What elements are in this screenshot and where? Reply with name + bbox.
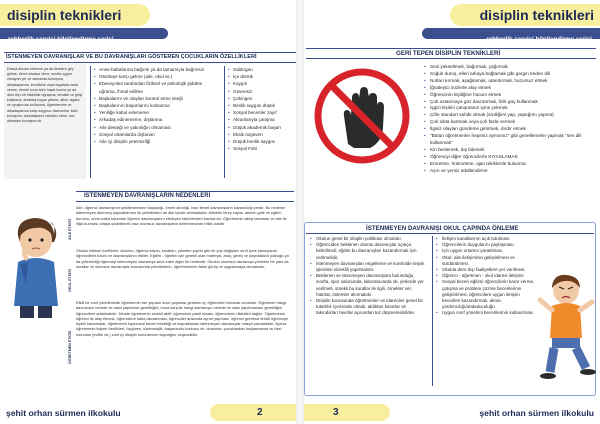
school-effect-label: OKUL ETKİSİ (68, 269, 72, 292)
list-item: • Soğuk duruş, elleri arkaya bağlamak gibi gergin beden dili (424, 71, 594, 78)
reason-school (76, 248, 290, 269)
backfiring-techniques-list (424, 64, 594, 175)
list-item: • İletişim kanallarının açık tutulması. (436, 236, 538, 242)
column-divider (90, 66, 91, 178)
list-item: • Disiplin konusunda öğretmenler ve idareciler genel bir tutarlılık içerisinde olmalı, aldıkları kararlar ve takındıkları tavırlar açısından tez düşmemelidirler. (310, 298, 428, 317)
right-page (300, 0, 600, 424)
section-heading-prevention: İSTENMEYEN DAVRANIŞI OKUL ÇAPINDA ÖNLEME (366, 225, 519, 232)
page-number: 3 (333, 407, 339, 418)
list-item: • Uygun sınıf yönetimi becerilerinin kullanılması (436, 310, 538, 316)
list-item: • Arkadaş edinememe, dışlanma (94, 116, 220, 123)
list-item: • Kin beslemek, dış bilemek (424, 147, 594, 154)
list-item: • Öğrenciden beklenen olumlu davranışlar açıkça belirtilmeli; eğitim bu davranışları kazandırmak için verilmelidir. (310, 242, 428, 261)
list-item: • Yeniliğe kabul edememe (94, 109, 220, 116)
right-page-title: disiplin teknikleri (479, 7, 594, 23)
list-item: • Sosyal beceri eğitimi öğrencilerin karar verme, çatışma ve problem çözme becerilerinin geliştirilmesi, öğrencilere uygun iletişim becerileri kazandırmak, akran yardımcılığı/arabuluculuğu (436, 279, 538, 310)
list-item: • "Bütün öğretmenler hepimiz aynısınız" gibi genellemeler yapmak "sen dili kullanmak" (424, 133, 594, 147)
list-item: • Okul- aile iletişiminin geliştirilmesi ve sürdürülmesi. (436, 255, 538, 267)
list-item: • Sosyal Fobi (228, 145, 298, 152)
list-item: • Çok ustanmaya göz davranmak, fizik güç kullanmak (424, 99, 594, 106)
angry-boy-illustration (536, 272, 598, 384)
right-page-subtitle: rehberlik servisi bilgilendirme serisi (486, 36, 592, 43)
list-item: • İçe dönük (228, 73, 298, 80)
reason-family-text: Aile, öğrenci davranışının şekillenmesine başladığı, örnek alındığı, bazı temel davranışların kazanıldığı yerdir. Bu nedenle istenmeyen davranış kaynaklarının ilk çekirdekleri de aile içinde atılmaktadır. Aliedeki birey sayısı, ailenin gelir ve eğitim durumu, anne-baba tutumları öğrenci davranışlarını etkileyen faktörlerden bazılarıdır. Öğretmenin aileyi tanıması ve aile ile ilişki kurması ortaya çıkabilecek bazı olumsuz davranışların önlenmesinde etkili olabilir. (76, 205, 287, 226)
list-item: • Kaygılı (228, 80, 298, 87)
list-item: • Beklenen ve istenmeyen davranışlara bulunduğu, sınıfta, spor salonunda, laboratuvarda vb. yerlerde yer verilmeli, sürekli bu kurallar ile ilgili, örnekler ver, hatırlat, önlemler alınmalıdır. (310, 273, 428, 298)
divider (76, 201, 294, 202)
prevention-list-a (310, 236, 428, 317)
list-item: • Benlik saygısı düşük (228, 102, 298, 109)
divider (306, 233, 594, 234)
divider (4, 52, 296, 53)
left-subtitle-bar (0, 28, 168, 43)
teacher-effect-label: ÖĞRETMEN ETKİSİ (68, 330, 72, 364)
reason-teacher-text: Etkili bir sınıf yönetiminde öğretmenin her yapılan önce yapması gereken iş; öğrencileri tanımak olmalıdır. Öğretmen hangi davranışın nerede ve nasıl yapılması gerektiğini, buna karşılık hangi davranışın nerede ve nasıl yapılmaması gerektiğini öğrencilere anlatmalıdır. Derste öğretmenin sürekli aktif, öğrencinin pasif olması, öğrencilerin dikkatini dağıtır. Öğretmenin öğrenci ile alay etmesi, öğrencilere kaba davranması, öğrenciler arasında ayrım yapması, öğrenci gereksiz tehdit öğrenciye tepkili kararmalar, öğretmenin toplumsal beceri eksikliği ve kaynaklanan istenmeyen davranışlar ortaya çıkmaktadır. Ayrıca öğretmenin kişisel özellikleri, özgüven, tükenmişlik, başarısızlık korkusu vb. durumlar, çocuklardan hoşlanmama ve özel sorunları (evlilik vb.) sınıf içi disiplin sorunlarının kaynağını oluşturabilir. (76, 300, 288, 337)
list-item: • Anne-babalarına bağımlı ya da tamamıyla bağımsız (94, 66, 220, 73)
prevention-list-b (436, 236, 538, 317)
right-title-banner (450, 4, 600, 26)
left-page-title: disiplin teknikleri (7, 7, 122, 23)
list-item: • Notları kırmak, aşağılamak, utandırmak, huzursuz etmek (424, 78, 594, 85)
right-footer-school: şehit orhan sürmen ilkokulu (479, 408, 594, 418)
reason-family (76, 205, 290, 226)
family-traits-list (94, 66, 220, 145)
list-item: • Çifte standart sahibi olmak (sizdiğimi yap, yaptığımı yapma) (424, 112, 594, 119)
divider (4, 62, 296, 63)
list-item: • Otoriteye karşı gelme (aile, okul vs.) (94, 73, 220, 80)
divider (306, 48, 596, 49)
list-item: • Eksik özgüven (228, 131, 298, 138)
stop-hand-icon (314, 68, 410, 164)
section-heading-techniques: GERİ TEPEN DİSİPLİN TEKNİKLERİ (396, 50, 501, 57)
list-item: • Emretme, hükmetme, ajan tekiklerde bulunma (424, 161, 594, 168)
section-heading-reasons: İSTENMEYEN DAVRANIŞLARIN NEDENLERİ (84, 193, 211, 199)
list-item: • Aile desteği ve yakınlığın olmaması (94, 124, 220, 131)
list-item: • Okulda ders dışı faaliyetlere yer verilmesi. (436, 267, 538, 273)
left-page-subtitle: rehberlik servisi bilgilendirme serisi (8, 36, 114, 43)
list-item: • Öğrenciyi diğer öğrencilerle KIYASLAMAK (424, 154, 594, 161)
reason-teacher (76, 300, 290, 337)
list-item: • Okulun genel bir disiplin politikası olmalıdır. (310, 236, 428, 242)
list-item: • İlgisiz olayları gündeme getirmek, dırdır etmek (424, 126, 594, 133)
list-item: • Çekingen (228, 95, 298, 102)
list-item: • Öğrencinin kişiliğine hücum etmek (424, 92, 594, 99)
list-item: • Güvensiz (228, 88, 298, 95)
list-item: • Başkalarını ve olayları kontrol etme isteği (94, 95, 220, 102)
list-item: • Ebeveynleri tarafından fiziksel ve psikolojik şiddete uğrama, ihmal edilme (94, 80, 220, 94)
intro-text: Dessa devam etmeme ya da derslere geç gelme, dersi rahatsız etme, sınıfta uygun olmayan yer ve zamanda konuşma, arkadaşlarına, kendisine veya eşyalara zarar verme, derste uzun süre hayal kurma ya da ders dışı bir etkinlikle uğraşma, tematik ve girişi kullanma, arkadaş kopya çekme, alkol, sigara ve uyuşturucu kullanma, öğretmenine ve arkadaşlarına karşı saygısız davranma, kötü konuşma, arkadaşlarını rahatsız etme, söz almadan konuşma vb. (7, 67, 83, 124)
list-item: • Başkalarının başarılarını kıskanma (94, 102, 220, 109)
list-item: • Düşük benlik saygısı (228, 138, 298, 145)
list-item: • İşgizi kişileri çatışmanın içine çekmek (424, 105, 594, 112)
list-item: • Akranlarıyla çatışma (228, 116, 298, 123)
list-item: • Çok sıkta kartmak veya çok fazla vermek (424, 119, 594, 126)
intro-box (4, 64, 86, 179)
list-item: • İçin uygun ortamın yaratılması. (436, 248, 538, 254)
list-item: • Sosyal ortamlarda dışlanan (94, 131, 220, 138)
family-effect-label: AİLE ETKİSİ (68, 219, 72, 240)
list-item: • Aşırı ve yersiz ödüllendirme (424, 168, 594, 175)
left-title-banner (0, 4, 150, 26)
list-item: • Sesi yükseltmek, bağırmak, çağırmak (424, 64, 594, 71)
footer-bar (304, 404, 390, 421)
child-traits-list (228, 66, 298, 152)
list-item: • İğnaleyici sözlerle alay etmek (424, 85, 594, 92)
column-divider (224, 66, 225, 178)
list-item: • Öğrenci - öğretmen - okul idaresi iletişimi (436, 273, 538, 279)
section-heading-behaviours: İSTENMEYEN DAVRANIŞLAR VE BU DAVRANIŞLARI GÖSTEREN ÇOCUKLARIN ÖZELLİKLERİ (6, 54, 257, 60)
divider (306, 58, 596, 59)
list-item: • İstenmeyen davranışları engelleme ve kontrolde teşvik işlemleri süreklili yapılmalıdır. (310, 261, 428, 273)
right-subtitle-bar (422, 28, 600, 43)
left-footer-school: şehit orhan sürmen ilkokulu (6, 408, 121, 418)
list-item: • Aile içi disiplin yetersizliği (94, 138, 220, 145)
list-item: • Düşük akademik başarı (228, 124, 298, 131)
footer-bar (210, 404, 296, 421)
list-item: • Sosyal beceriler zayıf (228, 109, 298, 116)
list-item: • Saldırgan (228, 66, 298, 73)
thinking-boy-illustration (4, 214, 70, 322)
column-divider (432, 236, 433, 386)
divider (76, 191, 294, 192)
reason-school-text: Okulun fiziksel özellikleri; durumu, öğrenci sayısı, kuralları, yönetim yapısı gibi bir çok değişken sınıf içine yansıyarak, öğrencilerin tutum ve davranışlarını etkiler. Eğitim - öğretim için gerekli olan materyal, araç, gereç ve kaynakların yokluğu ya da yetersizliği öğrenciyi istenmeyen davranışa sevk eden diğer bir nedendir. Okulun olumsuz davranışa yönelten bir yanı da kurallar ve olumsuz davranışlar konusunda yöneticilerin, öğretmenlerin farklı görüş ve uygulamaya olmalarıdır. (76, 248, 289, 269)
list-item: • Öğrencilerin duygularını paylaşması (436, 242, 538, 248)
page-number: 2 (257, 407, 263, 418)
